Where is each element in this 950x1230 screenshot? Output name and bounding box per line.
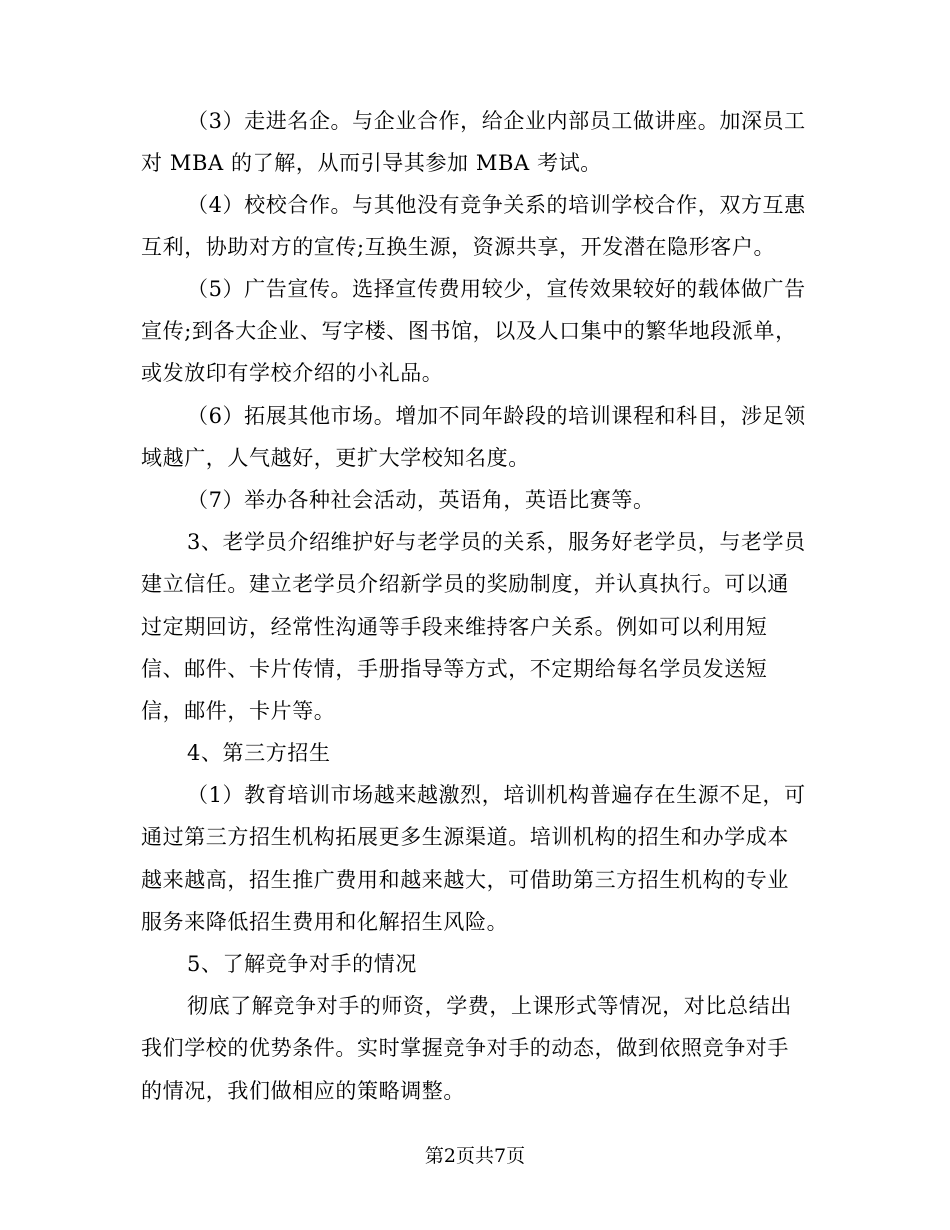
text-line: 通过第三方招生机构拓展更多生源渠道。培训机构的招生和办学成本: [141, 825, 789, 849]
text-line: 建立信任。建立老学员介绍新学员的奖励制度，并认真执行。可以通: [141, 572, 789, 596]
text-line: 互利，协助对方的宣传;互换生源，资源共享，开发潜在隐形客户。: [141, 235, 776, 259]
text-line: 过定期回访，经常性沟通等手段来维持客户关系。例如可以利用短: [141, 615, 768, 639]
text-line: 3、老学员介绍维护好与老学员的关系，服务好老学员，与老学员: [187, 530, 806, 554]
text-line: （1）教育培训市场越来越激烈，培训机构普遍存在生源不足，可: [187, 783, 806, 807]
text-line: 对 MBA 的了解，从而引导其参加 MBA 考试。: [141, 151, 602, 175]
text-line: 彻底了解竞争对手的师资，学费，上课形式等情况，对比总结出: [187, 994, 792, 1018]
text-line: 域越广，人气越好，更扩大学校知名度。: [141, 446, 530, 470]
text-line: （5）广告宣传。选择宣传费用较少，宣传效果较好的载体做广告: [187, 277, 806, 301]
text-line: 信，邮件，卡片等。: [141, 699, 336, 723]
section-heading: 4、第三方招生: [187, 741, 331, 765]
section-heading: 5、了解竞争对手的情况: [187, 952, 417, 976]
text-line: 的情况，我们做相应的策略调整。: [141, 1079, 465, 1103]
text-line: （6）拓展其他市场。增加不同年龄段的培训课程和科目，涉足领: [187, 404, 806, 428]
text-line: （4）校校合作。与其他没有竞争关系的培训学校合作，双方互惠: [187, 193, 806, 217]
text-line: （3）走进名企。与企业合作，给企业内部员工做讲座。加深员工: [187, 109, 806, 133]
text-line: 或发放印有学校介绍的小礼品。: [141, 361, 444, 385]
text-line: 越来越高，招生推广费用和越来越大，可借助第三方招生机构的专业: [141, 868, 789, 892]
page-number-footer: 第2页共7页: [424, 1145, 526, 1167]
text-line: 服务来降低招生费用和化解招生风险。: [141, 910, 509, 934]
text-line: （7）举办各种社会活动，英语角，英语比赛等。: [187, 488, 655, 512]
text-line: 宣传;到各大企业、写字楼、图书馆，以及人口集中的繁华地段派单，: [141, 319, 797, 343]
text-line: 我们学校的优势条件。实时掌握竞争对手的动态，做到依照竞争对手: [141, 1036, 789, 1060]
text-line: 信、邮件、卡片传情，手册指导等方式，不定期给每名学员发送短: [141, 657, 768, 681]
